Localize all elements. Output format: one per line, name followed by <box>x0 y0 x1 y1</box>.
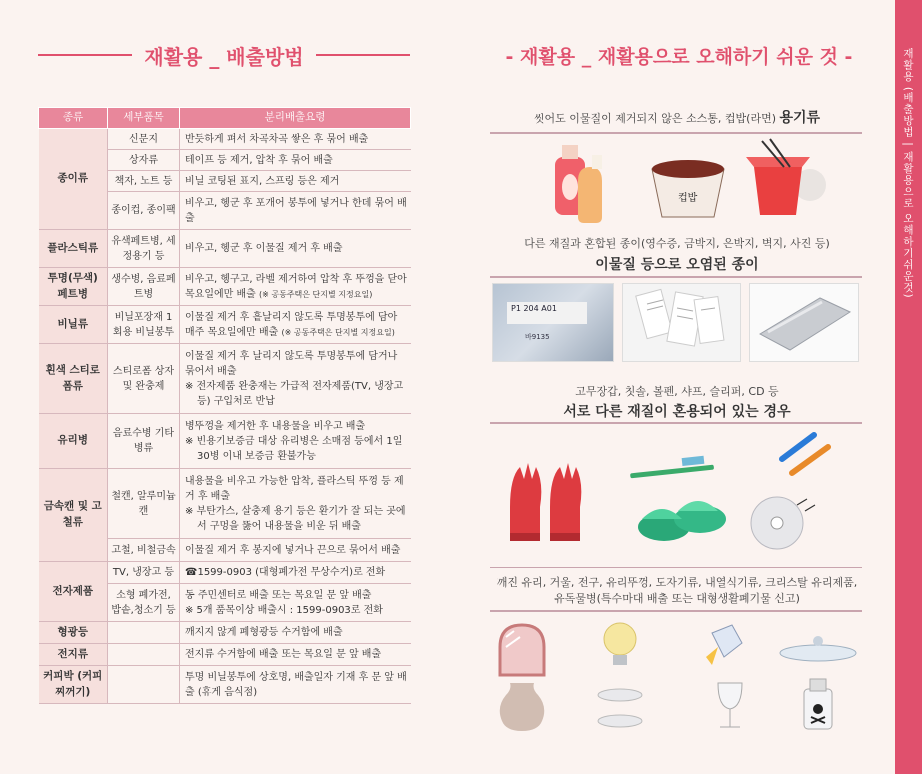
mixed-material-illustrations <box>492 427 862 567</box>
desc-cell: 테이프 등 제거, 압착 후 묶어 배출 <box>180 150 411 171</box>
section2-head: 이물질 등으로 오염된 종이 <box>595 257 759 273</box>
desc-note: (※ 공동주택은 단지별 지정요일) <box>281 327 395 337</box>
table-row <box>39 230 411 268</box>
desc-cell: 투명 비닐봉투에 상호명, 배출일자 기재 후 문 앞 배출 (휴게 음식점) <box>180 666 411 704</box>
cat-cell: 종이류 <box>39 129 108 230</box>
sauce-bottle-icon <box>555 145 602 223</box>
table-row <box>39 306 411 344</box>
receipt-bag-photo <box>492 283 614 362</box>
light-bulb-icon <box>604 623 636 665</box>
desc-note: ※ 전자제품 완충재는 가급적 전자제품(TV, 냉장고 등) 구입처로 반납 <box>185 380 404 407</box>
desc-text: 이물질 제거 후 흩날리지 않도록 투명봉투에 담아 매주 목요일에만 배출 <box>185 311 398 338</box>
desc-cell <box>180 306 411 344</box>
desc-note: ※ 부탄가스, 살충제 용기 등은 환기가 잘 되는 곳에서 구멍을 뚫어 내용물을 비운 뒤 배출 <box>185 505 406 532</box>
header-method: 분리배출요령 <box>180 108 411 129</box>
sub-cell: 신문지 <box>108 129 180 150</box>
glass-lid-icon <box>780 636 856 661</box>
desc-text: 이물질 제거 후 날리지 않도록 투명봉투에 담거나 묶어서 배출 <box>185 350 398 377</box>
sub-cell: 소형 폐가전, 밥솥,청소기 등 <box>108 584 180 622</box>
section1-sub: 씻어도 이물질이 제거되지 않은 소스통, 컵밥(라면) <box>533 112 776 125</box>
recycling-table <box>38 107 411 704</box>
section1-separator <box>490 132 862 134</box>
cat-cell: 유리병 <box>39 414 108 469</box>
vase-icon <box>500 683 545 731</box>
section4-top-separator <box>490 567 862 568</box>
sub-cell <box>108 644 180 666</box>
table-row <box>39 644 411 666</box>
header-type: 종류 <box>39 108 108 129</box>
section4-separator <box>490 610 862 612</box>
desc-text: 병뚜껑을 제거한 후 내용물을 비우고 배출 <box>185 420 366 432</box>
cat-cell: 전지류 <box>39 644 108 666</box>
container-illustrations <box>492 137 862 229</box>
pen-icon <box>782 435 828 473</box>
cat-cell: 커피박 (커피찌꺼기) <box>39 666 108 704</box>
sidebar-tab <box>895 0 922 774</box>
table-row <box>39 562 411 584</box>
table-row <box>39 344 411 414</box>
sub-cell: 철캔, 알루미늄캔 <box>108 469 180 539</box>
poison-bottle-icon <box>804 679 832 729</box>
desc-note: ※ 5개 품목이상 배출시 : 1599-0903로 전화 <box>185 604 383 616</box>
broken-glass-icon <box>706 625 742 665</box>
photo-code-1: P1 <box>511 304 521 313</box>
table-row <box>39 469 411 539</box>
desc-cell: 이물질 제거 후 봉지에 넣거나 끈으로 묶어서 배출 <box>180 539 411 562</box>
desc-cell <box>180 469 411 539</box>
desc-note: ※ 빈용기보증금 대상 유리병은 소매점 등에서 1일 30병 이내 보증금 환불가능 <box>185 435 403 462</box>
sub-cell: 책자, 노트 등 <box>108 171 180 192</box>
foil-paper-photo <box>749 283 859 362</box>
desc-cell <box>180 584 411 622</box>
cat-cell: 투명(무색) 페트병 <box>39 268 108 306</box>
cat-cell: 형광등 <box>39 622 108 644</box>
right-title <box>492 40 866 70</box>
right-title-text: - 재활용 _ 재활용으로 오해하기 쉬운 것 - <box>505 45 853 68</box>
desc-cell: 비우고, 헹군 후 이물질 제거 후 배출 <box>180 230 411 268</box>
sub-cell: 종이컵, 종이팩 <box>108 192 180 230</box>
receipts-photo <box>622 283 741 362</box>
table-row <box>39 414 411 469</box>
toothbrush-icon <box>630 456 714 479</box>
desc-cell: 비우고, 헹군 후 포개어 봉투에 넣거나 한데 묶어 배출 <box>180 192 411 230</box>
desc-cell: 전지류 수거함에 배출 또는 목요일 문 앞 배출 <box>180 644 411 666</box>
section4-line2: 유독물병(특수마대 배출 또는 대형생활폐기물 신고) <box>554 592 800 605</box>
cat-cell: 금속캔 및 고철류 <box>39 469 108 562</box>
sub-cell: 비닐포장재 1회용 비닐봉투 <box>108 306 180 344</box>
sub-cell: 음료수병 기타병류 <box>108 414 180 469</box>
sub-cell <box>108 666 180 704</box>
sub-cell: 고철, 비철금속 <box>108 539 180 562</box>
desc-note: (※ 공동주택은 단지별 지정요일) <box>259 289 373 299</box>
desc-cell: 반듯하게 펴서 차곡차곡 쌓은 후 묶어 배출 <box>180 129 411 150</box>
photo-code-2: 204 A01 <box>523 304 557 313</box>
sub-cell <box>108 622 180 644</box>
sub-cell: 상자류 <box>108 150 180 171</box>
mirror-icon <box>500 625 544 675</box>
cat-cell: 전자제품 <box>39 562 108 622</box>
sub-cell: 스티로폼 상자 및 완충제 <box>108 344 180 414</box>
photo-code-3: 바9135 <box>525 333 550 341</box>
desc-text: 비우고, 헹구고, 라벨 제거하여 압착 후 뚜껑을 닫아 목요일에만 배출 <box>185 273 407 300</box>
desc-cell <box>180 414 411 469</box>
cupbap-icon <box>652 160 724 217</box>
slippers-icon <box>638 501 726 541</box>
table-row <box>39 622 411 644</box>
desc-cell <box>180 344 411 414</box>
cat-cell: 비닐류 <box>39 306 108 344</box>
section2-sub: 다른 재질과 혼합된 종이(영수증, 금박지, 은박지, 벽지, 사진 등) <box>524 237 830 250</box>
left-title <box>38 40 410 70</box>
sidebar-text: 재활용 (배출방법 | 재활용으로 오해하기쉬운것) <box>902 48 914 299</box>
cupbap-label: 컵밥 <box>678 193 698 204</box>
desc-cell <box>180 268 411 306</box>
section4-line1: 깨진 유리, 거울, 전구, 유리뚜껑, 도자기류, 내열식기류, 크리스탈 유리제품, <box>496 576 858 589</box>
desc-cell: 비닐 코팅된 표지, 스프링 등은 제거 <box>180 171 411 192</box>
desc-text: 내용물을 비우고 가능한 압착, 플라스틱 뚜껑 등 제거 후 배출 <box>185 475 404 502</box>
table-row <box>39 666 411 704</box>
cat-cell: 흰색 스티로폼류 <box>39 344 108 414</box>
left-title-text: 재활용 _ 배출방법 <box>144 44 304 69</box>
rubber-gloves-icon <box>510 463 581 541</box>
desc-cell: ☎1599-0903 (대형폐가전 무상수거)로 전화 <box>180 562 411 584</box>
sub-cell: TV, 냉장고 등 <box>108 562 180 584</box>
section1-head: 용기류 <box>779 110 821 126</box>
wine-glass-icon <box>718 683 742 727</box>
plates-icon <box>598 689 642 727</box>
section3-separator <box>490 422 862 424</box>
glass-illustrations <box>492 617 862 735</box>
desc-cell: 깨지지 않게 폐형광등 수거함에 배출 <box>180 622 411 644</box>
cd-icon <box>751 497 815 549</box>
cat-cell: 플라스틱류 <box>39 230 108 268</box>
noodle-box-icon <box>746 139 826 215</box>
section3-sub: 고무장갑, 칫솔, 볼펜, 샤프, 슬리퍼, CD 등 <box>575 385 779 398</box>
sub-cell: 유색페트병, 세정용기 등 <box>108 230 180 268</box>
table-header-row <box>39 108 411 129</box>
section2-separator <box>490 276 862 278</box>
section3-head: 서로 다른 재질이 혼용되어 있는 경우 <box>563 404 791 420</box>
desc-text: 동 주민센터로 배출 또는 목요일 문 앞 배출 <box>185 589 372 601</box>
sub-cell: 생수병, 음료페트병 <box>108 268 180 306</box>
header-subitem: 세부품목 <box>108 108 180 129</box>
table-row <box>39 268 411 306</box>
section1-desc <box>492 107 862 127</box>
table-row <box>39 129 411 150</box>
